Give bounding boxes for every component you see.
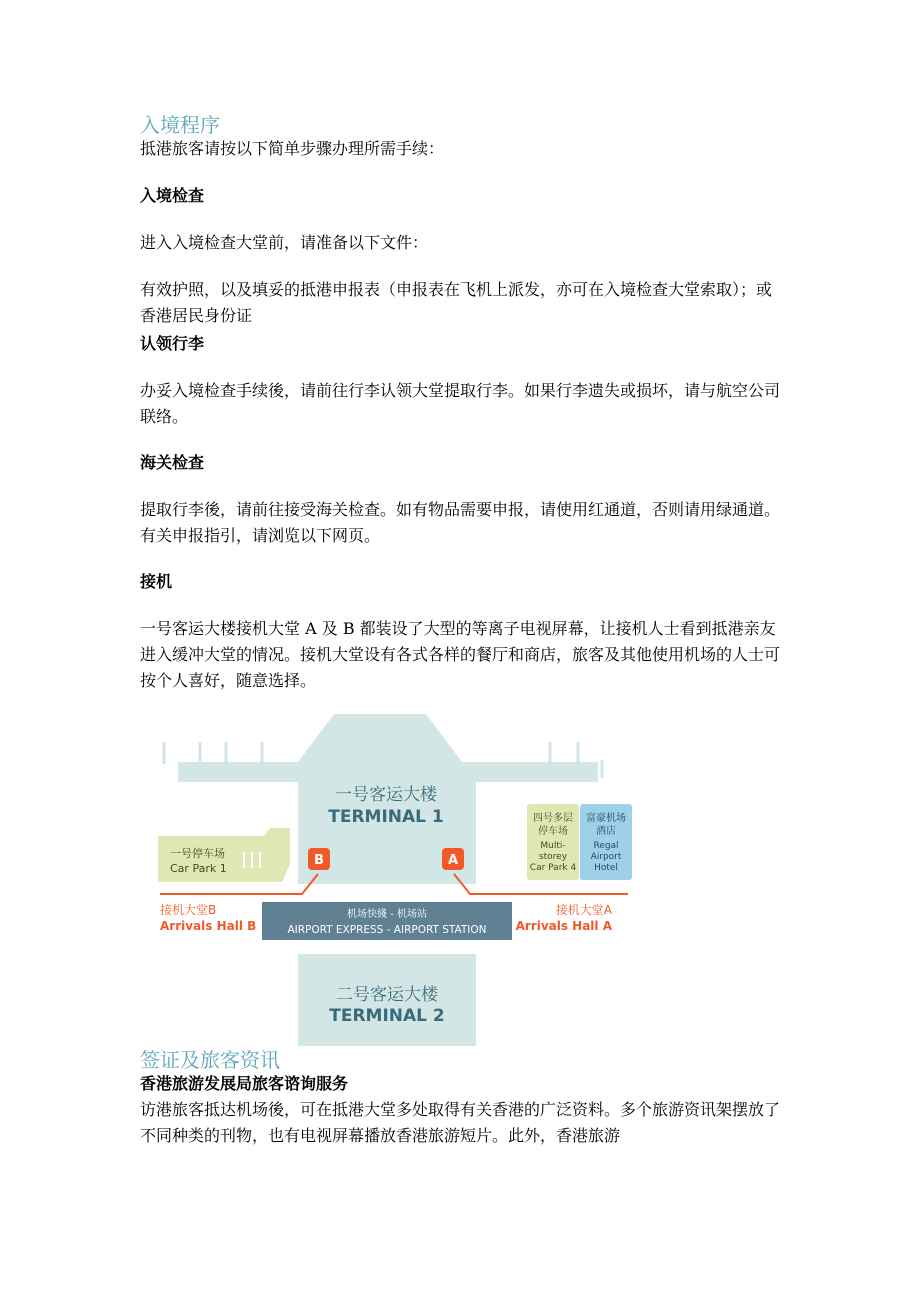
- svg-text:A: A: [447, 853, 459, 868]
- car-park-4-label-2: 停车场: [538, 826, 568, 837]
- terminal-2-en-label: TERMINAL 2: [329, 1006, 445, 1026]
- immigration-paragraph-2: 有效护照，以及填妥的抵港申报表（申报表在飞机上派发，亦可在入境检查大堂索取）；或香港居民身份证: [140, 280, 773, 325]
- hktb-heading: 香港旅游发展局旅客谘询服务: [140, 1074, 349, 1093]
- arrivals-hall-a-cn-label: 接机大堂A: [555, 903, 612, 917]
- car-park-4-label-5: Car Park 4: [529, 863, 577, 873]
- svg-text:B: B: [314, 853, 324, 868]
- airport-arrivals-map: [158, 712, 640, 1046]
- pickup-paragraph: 一号客运大楼接机大堂 A 及 B 都装设了大型的等离子电视屏幕，让接机人士看到抵港亲友进入缓冲大堂的情况。接机大堂设有各式各样的餐厅和商店，旅客及其他使用机场的人士可按个人喜好，随意选择。: [140, 619, 781, 690]
- entry-intro-text: 抵港旅客请按以下简单步骤办理所需手续：: [140, 139, 445, 158]
- customs-paragraph: 提取行李後，请前往接受海关检查。如有物品需要申报，请使用红通道，否则请用绿通道。有关申报指引，请浏览以下网页。: [140, 500, 781, 545]
- baggage-heading: 认领行李: [140, 334, 205, 353]
- baggage-paragraph: 办妥入境检查手续後，请前往行李认领大堂提取行李。如果行李遗失或损坏，请与航空公司联络。: [140, 381, 781, 426]
- station-en-label: AIRPORT EXPRESS - AIRPORT STATION: [287, 924, 487, 936]
- entry-procedure-title: 入境程序: [140, 113, 220, 137]
- terminal-2-cn-label: 二号客运大楼: [336, 985, 438, 1005]
- station-cn-label: 机场快綫 - 机场站: [347, 909, 427, 920]
- immigration-heading: 入境检查: [140, 186, 205, 205]
- car-park-4-label-1: 四号多层: [533, 813, 573, 824]
- hotel-label-1: 富豪机场: [586, 813, 626, 824]
- terminal-1-cn-label: 一号客运大楼: [335, 785, 437, 805]
- hotel-label-4: Airport: [590, 852, 622, 862]
- hotel-label-5: Hotel: [594, 863, 618, 873]
- pickup-heading: 接机: [140, 572, 173, 591]
- arrivals-hall-b-en-label: Arrivals Hall B: [160, 919, 257, 933]
- car-park-4-label-4: storey: [538, 852, 568, 862]
- hktb-paragraph: 访港旅客抵达机场後，可在抵港大堂多处取得有关香港的广泛资料。多个旅游资讯架摆放了不同种类的刊物，也有电视屏幕播放香港旅游短片。此外，香港旅游: [140, 1100, 781, 1145]
- visa-info-title: 签证及旅客资讯: [140, 1048, 280, 1072]
- arrivals-hall-a-en-label: Arrivals Hall A: [515, 919, 612, 933]
- customs-heading: 海关检查: [140, 453, 205, 472]
- terminal-1-en-label: TERMINAL 1: [328, 807, 444, 827]
- immigration-paragraph-1: 进入入境检查大堂前，请准备以下文件：: [140, 233, 429, 252]
- marker-a: [442, 848, 464, 870]
- car-park-4-label-3: Multi-: [540, 841, 566, 851]
- hotel-label-3: Regal: [593, 841, 619, 851]
- hotel-label-2: 酒店: [596, 826, 616, 837]
- car-park-1-cn-label: 一号停车场: [170, 847, 225, 860]
- marker-b: [308, 848, 330, 870]
- car-park-1-en-label: Car Park 1: [170, 862, 227, 875]
- arrivals-hall-b-cn-label: 接机大堂B: [160, 903, 217, 917]
